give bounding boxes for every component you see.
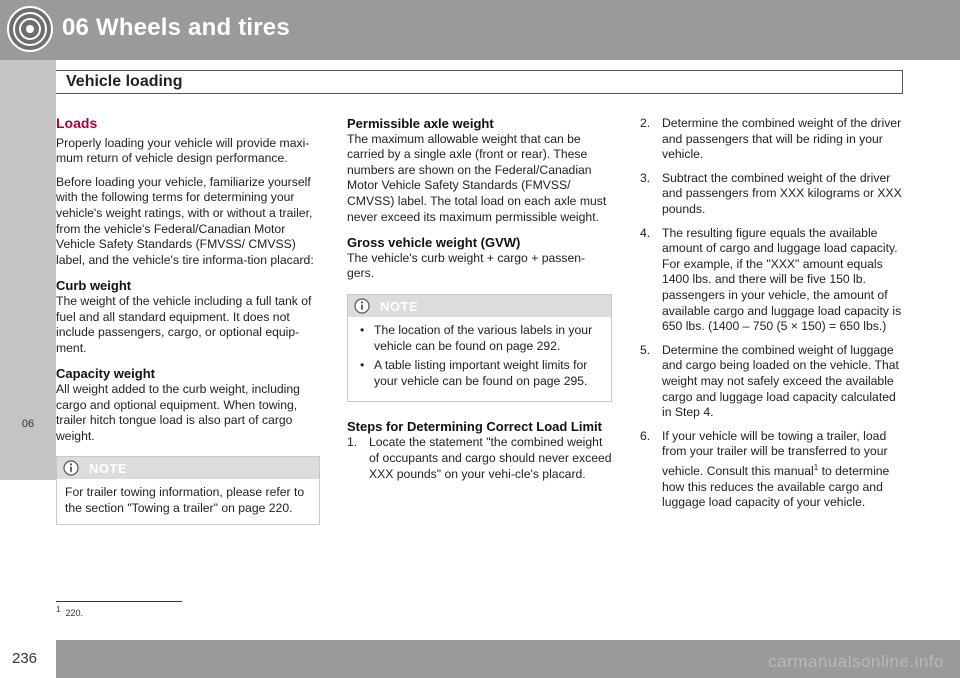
section-bar [56,70,903,94]
step-text: Locate the statement "the combined weight of occupants and cargo should never exceed XXX pounds" on your vehi-cle's placard. [369,435,612,481]
curb-weight-text: The weight of the vehicle including a full tank of fuel and all standard equipment. It does not include passengers, cargo, or optional equip-ment. [56,293,312,355]
step-text-part: If your vehicle will be towing a trailer, load from your trailer will be transferred to your vehicle. Consult this manual [662,428,888,478]
footnote-text: 220. [65,608,83,618]
step-number: 4. [640,225,651,240]
steps-heading: Steps for Determining Correct Load Limit [347,419,602,435]
section-title: Vehicle loading [66,73,183,90]
axle-weight-text: The maximum allowable weight that can be carried by a single axle (front or rear). These numbers are shown on the Federal/Canadian Motor Vehicle Safety Standards (FMVSS/ CMVSS) label. The total load on each axle must never exceed its maximum permissible weight. [347,131,607,224]
note-bullet: • A table listing important weight limits for your vehicle can be found on page 295. [356,358,603,389]
step-number: 3. [640,170,651,185]
step-text: Determine the combined weight of the driver and passengers that will be riding in your vehicle. [662,116,902,162]
chapter-header [0,0,960,60]
axle-weight-heading: Permissible axle weight [347,116,494,131]
loads-paragraph-2: Before loading your vehicle, familiarize yourself with the following terms for determining your vehicle's weight ratings, with or without a trailer, from the vehicle's Federal/Canadian Motor Vehicle Safety Standards (FMVSS/ CMVSS) label, and the vehicle's tire informa-tion placard: [56,174,314,267]
side-tab-label: 06 [21,418,35,430]
step-item [640,171,908,218]
note-text: For trailer towing information, please refer to the section "Towing a trailer" on page 220. [65,485,305,515]
note-body [348,317,611,401]
curb-weight-heading: Curb weight [56,278,132,294]
note-box-towing [56,456,320,525]
note-header [348,295,611,317]
capacity-weight-heading: Capacity weight [56,366,155,382]
loads-paragraph-1: Properly loading your vehicle will provide maxi-mum return of vehicle design performance. [56,135,310,166]
step-item [640,226,908,335]
step-text: The resulting figure equals the available amount of cargo and luggage load capacity. For example, if the "XXX" amount equals 1400 lbs. and there will be five 150 lb. passengers in your vehicle, the amount of available cargo and luggage load capacity is 650 lbs. (1400 – 750 (5 × 150) = 650 lbs.) [662,225,902,334]
chapter-side-tab [0,60,56,480]
info-icon [354,298,370,314]
step-text: Determine the combined weight of luggage and cargo being loaded on the vehicle. That weight may not safely exceed the available cargo and luggage load capacity calculated in Step 4. [662,342,899,420]
loads-heading: Loads [56,115,98,131]
gvw-text: The vehicle's curb weight + cargo + passen-gers. [347,250,586,281]
note-bullet: • The location of the various labels in your vehicle can be found on page 292. [356,323,603,354]
gvw-heading: Gross vehicle weight (GVW) [347,235,521,251]
step-text-part: to determine how this reduces the available cargo and luggage load capacity of your vehicle. [662,463,890,510]
note-header [57,457,319,479]
footnote-divider [56,601,182,602]
note-label: NOTE [380,298,419,314]
note-box-labels [347,294,612,402]
page-number: 236 [12,650,38,667]
capacity-weight-text: All weight added to the curb weight, including cargo and optional equipment. When towing, trailer hitch tongue load is also part of cargo weight. [56,381,300,443]
footnote-mark: 1 [56,605,61,614]
step-item [640,116,908,163]
step-number: 1. [347,435,358,450]
step-number: 5. [640,342,651,357]
step-item [347,435,612,482]
column-1 [56,116,320,525]
chapter-title: 06 Wheels and tires [62,14,290,41]
watermark: carmanualsonline.info [768,652,944,671]
step-item [640,343,908,421]
step-text [662,429,889,509]
note-label: NOTE [89,461,128,477]
column-2 [347,116,612,490]
step-text: Subtract the combined weight of the driver and passengers from XXX kilograms or XXX pounds. [662,170,902,216]
footnote-ref: 1 [813,462,819,472]
info-icon [63,460,79,476]
step-item [640,429,908,511]
column-3 [640,116,908,519]
step-number: 2. [640,116,651,130]
wheel-icon [6,5,54,53]
step-number: 6. [640,428,651,443]
footnote [56,605,83,618]
